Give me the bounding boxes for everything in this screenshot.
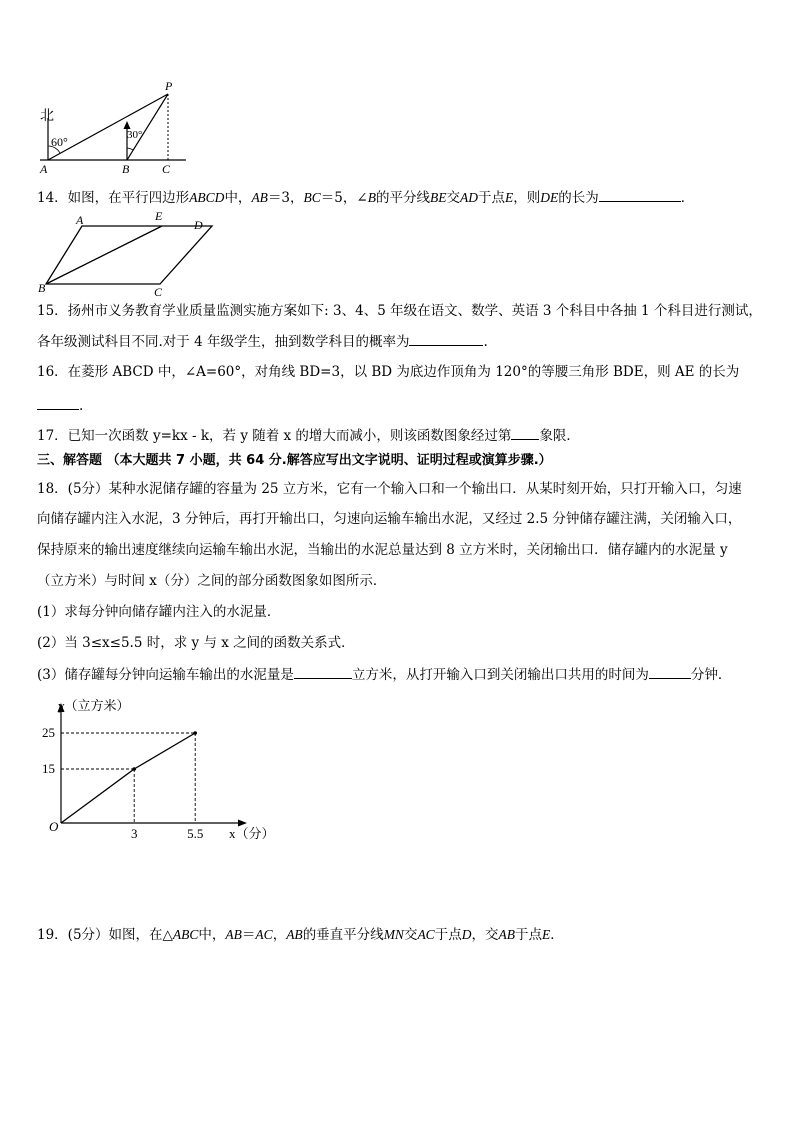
q19-text: ，交 <box>471 927 499 943</box>
q14-var: DE <box>540 190 559 205</box>
q19-text: 交 <box>403 927 418 943</box>
q14-var: ABCD <box>189 190 225 205</box>
q14-var: E <box>504 190 514 205</box>
q19-var: D <box>461 927 472 942</box>
vertex-c-label: C <box>154 285 163 298</box>
origin-label: O <box>49 819 59 834</box>
q19-text: 的垂直平分线 <box>302 927 384 943</box>
q14-var: AB <box>251 190 268 205</box>
question-16-line1: 16．在菱形 ABCD 中，∠A=60°，对角线 BD=3，以 BD 为底边作顶角为 120°的等腰三角形 BDE，则 AE 的长为 <box>37 364 740 380</box>
q14-text: 中， <box>224 190 252 206</box>
q19-text: ． <box>550 927 564 943</box>
question-19 <box>37 925 564 945</box>
q19-text: ， <box>272 927 287 943</box>
question-18-sub1: (1）求每分钟向储存罐内注入的水泥量． <box>37 604 281 620</box>
question-18-line2: 向储存罐内注入水泥，3 分钟后，再打开输出口，匀速向运输车输出水泥，又经过 2.5 分钟储存罐注满，关闭输入口， <box>37 511 742 527</box>
question-18-line4: （立方米）与时间 x（分）之间的部分函数图象如图所示． <box>37 573 387 589</box>
section-3-heading: 三、解答题 （本大题共 7 小题，共 64 分.解答应写出文字说明、证明过程或演算步骤.） <box>37 453 552 468</box>
q14-text: ＝5，∠ <box>320 190 368 206</box>
question-15-line1: 15．扬州市义务教育学业质量监测实施方案如下: 3、4、5 年级在语文、数学、英语 3 个科目中各抽 1 个科目进行测试， <box>37 303 762 319</box>
vertex-d-label: D <box>194 218 203 232</box>
north-arrow-b <box>124 121 131 129</box>
parallelogram-abcd <box>46 226 212 284</box>
q14-var: BE <box>429 190 447 205</box>
point-p-label: P <box>165 80 173 93</box>
angle-arc-b <box>127 148 133 150</box>
q17-text: 17．已知一次函数 y=kx - k，若 y 随着 x 的增大而减小，则该函数图象经过第 <box>37 428 512 444</box>
question-18-line1: 18．(5分）某种水泥储存罐的容量为 25 立方米，它有一个输入口和一个输出口．从某时刻开始，只打开输入口，匀速 <box>37 481 742 497</box>
q19-var: AC <box>417 927 435 942</box>
angle-60-label: 60° <box>51 135 68 149</box>
answer-blank[interactable] <box>511 425 539 440</box>
q19-var: E <box>541 927 551 942</box>
chart-axes <box>58 703 248 827</box>
answer-blank[interactable] <box>294 664 352 679</box>
vertex-b-label: B <box>38 281 46 295</box>
q14-text: 的平分线 <box>375 190 430 206</box>
question-18-sub3 <box>37 664 731 685</box>
north-label: 北 <box>40 109 54 124</box>
q14-var: B <box>367 190 376 205</box>
q18-text: (3）储存罐每分钟向运输车输出的水泥量是 <box>37 667 294 683</box>
point-a-label: A <box>40 162 48 175</box>
question-17 <box>37 425 580 446</box>
data-point <box>193 731 197 735</box>
q19-text: 于点 <box>514 927 542 943</box>
question-15-line2 <box>37 331 488 352</box>
answer-blank[interactable] <box>37 395 79 410</box>
line-bp <box>127 94 168 160</box>
q19-text: 于点 <box>434 927 462 943</box>
q16-text: . <box>79 398 84 414</box>
vertex-e-label: E <box>155 210 163 223</box>
q14-text: 于点 <box>477 190 505 206</box>
q14-var: AD <box>459 190 478 205</box>
q19-var: AB <box>286 927 303 942</box>
q19-var: MN <box>383 927 404 942</box>
y-tick-label: 25 <box>42 725 55 740</box>
q19-text: ＝ <box>241 927 256 943</box>
x-tick-label: 3 <box>130 826 138 841</box>
question-18-line3: 保持原来的输出速度继续向运输车输出水泥，当输出的水泥总量达到 8 立方米时，关闭输出口．储存罐内的水泥量 y <box>37 542 728 558</box>
q14-text: ＝3， <box>267 190 304 206</box>
q14-text: ，则 <box>513 190 541 206</box>
x-axis-label: x（分） <box>229 826 275 841</box>
y-axis-label: y（立方米） <box>58 698 130 713</box>
question-14 <box>37 187 694 208</box>
answer-blank[interactable] <box>649 664 691 679</box>
angle-30-label: 30° <box>127 129 143 141</box>
q14-var: BC <box>303 190 321 205</box>
q19-var: AB <box>225 927 242 942</box>
q14-text: 14．如图，在平行四边形 <box>37 190 190 206</box>
answer-blank[interactable] <box>409 331 483 346</box>
q18-text: 分钟． <box>690 667 732 683</box>
question-16-line2 <box>37 395 83 416</box>
bearing-figure <box>36 80 186 175</box>
q15-text: 各年级测试科目不同.对于 4 年级学生，抽到数学科目的概率为 <box>37 334 410 350</box>
vertex-a-label: A <box>76 213 84 227</box>
answer-blank[interactable] <box>599 187 681 202</box>
question-18-sub2: (2）当 3≤x≤5.5 时，求 y 与 x 之间的函数关系式． <box>37 635 355 651</box>
q19-var: AC <box>255 927 273 942</box>
q17-text: 象限． <box>539 428 580 444</box>
data-point <box>132 767 136 771</box>
x-tick-label: 5.5 <box>187 826 204 841</box>
q15-text: . <box>483 334 488 350</box>
y-tick-label: 15 <box>42 761 55 776</box>
q19-var: AB <box>498 927 515 942</box>
water-cement-chart <box>36 692 286 852</box>
q14-text: 的长为 <box>558 190 599 206</box>
q18-text: 立方米，从打开输入口到关闭输出口共用的时间为 <box>351 667 649 683</box>
q14-text: 交 <box>446 190 460 206</box>
q19-text: 19．(5分）如图，在△ <box>37 927 173 943</box>
q19-text: 中， <box>198 927 226 943</box>
q14-text: ． <box>680 190 695 206</box>
point-b-label: B <box>122 162 130 175</box>
series-line <box>61 733 195 823</box>
point-c-label: C <box>162 162 171 175</box>
line-ap <box>48 94 168 160</box>
q19-var: ABC <box>172 927 199 942</box>
parallelogram-figure <box>36 210 216 298</box>
